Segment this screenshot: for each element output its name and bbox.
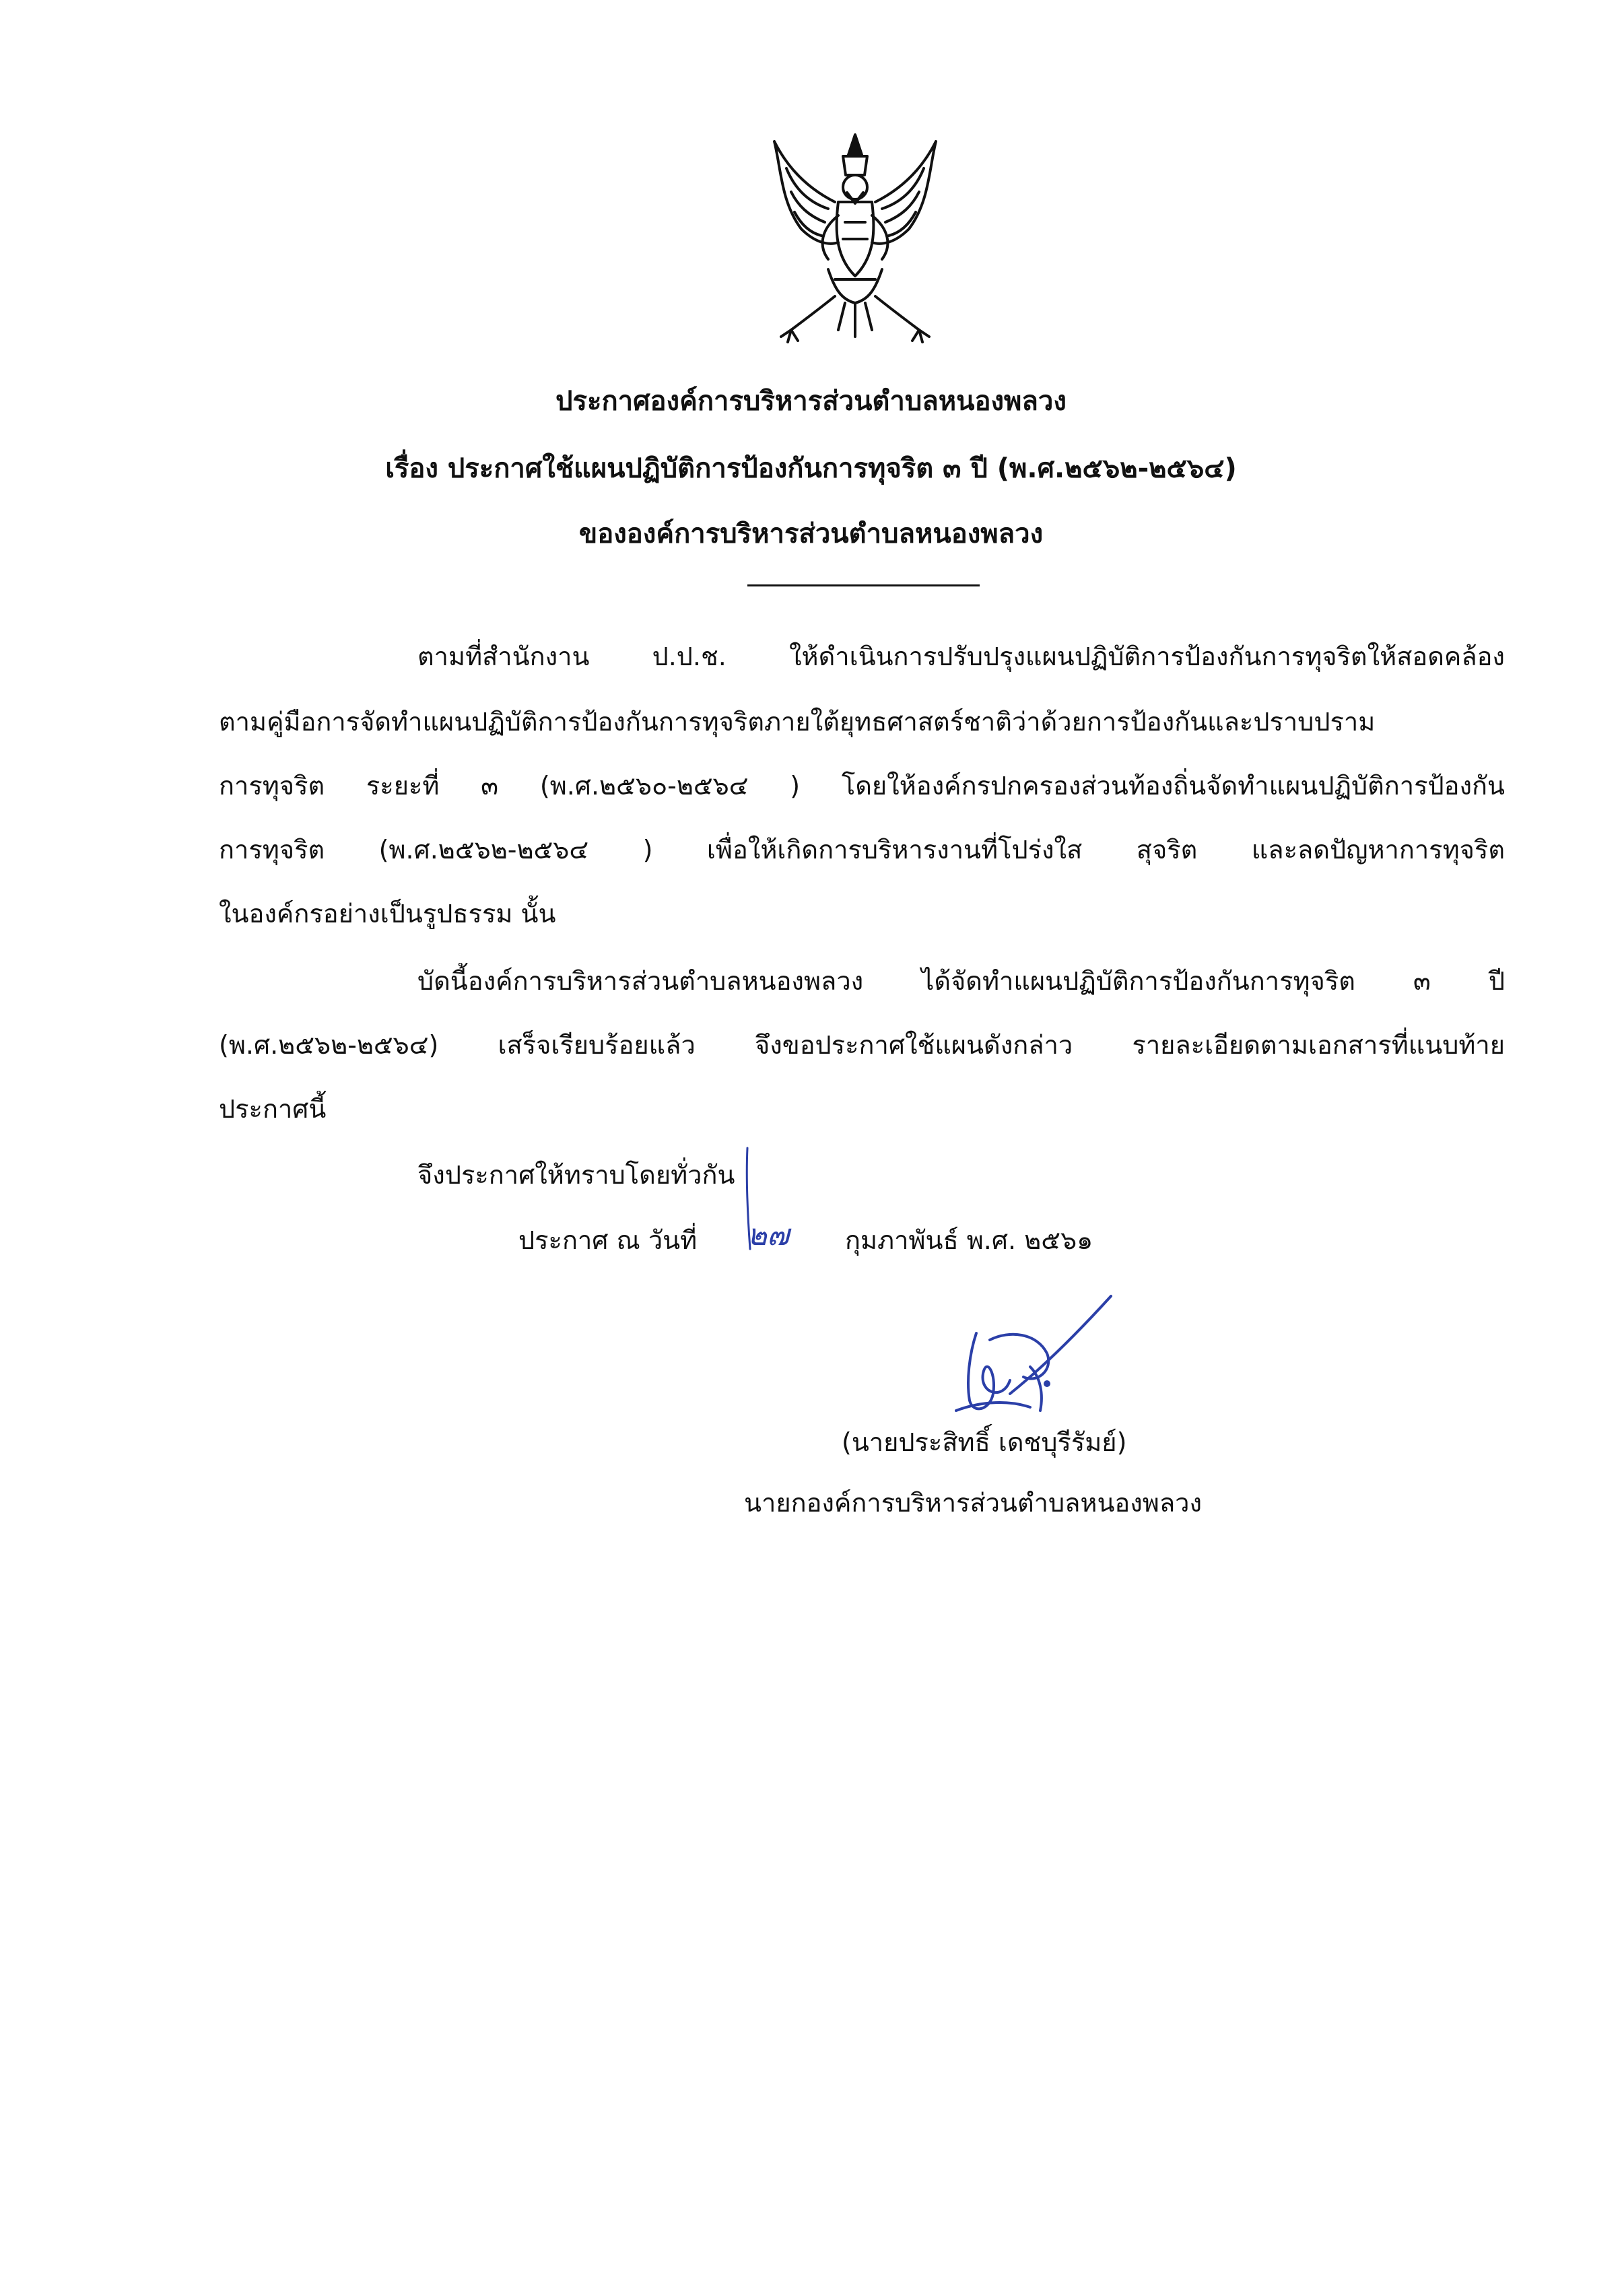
paragraph-1-line-4: การทุจริต (พ.ศ.๒๕๖๒-๒๕๖๔ ) เพื่อให้เกิดการบริหารงานที่โปร่งใส สุจริต และลดปัญหาการทุจริต xyxy=(219,835,1505,865)
document-title-line-3: ขององค์การบริหารส่วนตำบลหนองพลวง xyxy=(578,518,1044,549)
signatory-name: (นายประสิทธิ์ เดชบุรีรัมย์) xyxy=(842,1427,1127,1457)
date-line-month-year: กุมภาพันธ์ พ.ศ. ๒๕๖๑ xyxy=(845,1225,1093,1255)
paragraph-2-line-2: (พ.ศ.๒๕๖๒-๒๕๖๔) เสร็จเรียบร้อยแล้ว จึงขอประกาศใช้แผนดังกล่าว รายละเอียดตามเอกสารที่แนบท้าย xyxy=(219,1030,1505,1060)
signatory-position: นายกองค์การบริหารส่วนตำบลหนองพลวง xyxy=(744,1488,1203,1518)
paragraph-1-line-2: ตามคู่มือการจัดทำแผนปฏิบัติการป้องกันการทุจริตภายใต้ยุทธศาสตร์ชาติว่าด้วยการป้องกันและปราบปราม xyxy=(219,707,1376,737)
garuda-emblem-icon xyxy=(754,128,956,350)
document-title-line-2: เรื่อง ประกาศใช้แผนปฏิบัติการป้องกันการทุจริต ๓ ปี (พ.ศ.๒๕๖๒-๒๕๖๔) xyxy=(385,453,1237,484)
title-underline-divider xyxy=(747,584,980,586)
date-line-prefix: ประกาศ ณ วันที่ xyxy=(518,1225,698,1255)
paragraph-1-line-3: การทุจริต ระยะที่ ๓ (พ.ศ.๒๕๖๐-๒๕๖๔ ) โดยให้องค์กรปกครองส่วนท้องถิ่นจัดทำแผนปฏิบัติการป้องกัน xyxy=(219,771,1505,801)
date-day-handwritten: ๒๗ xyxy=(747,1218,790,1252)
paragraph-1-line-5: ในองค์กรอย่างเป็นรูปธรรม นั้น xyxy=(219,899,556,928)
paragraph-1-line-1: ตามที่สำนักงาน ป.ป.ช. ให้ดำเนินการปรับปรุงแผนปฏิบัติการป้องกันการทุจริตให้สอดคล้อง xyxy=(417,642,1505,671)
closing-statement: จึงประกาศให้ทราบโดยทั่วกัน xyxy=(417,1160,735,1190)
document-title-line-1: ประกาศองค์การบริหารส่วนตำบลหนองพลวง xyxy=(555,386,1067,417)
paragraph-2-line-3: ประกาศนี้ xyxy=(219,1094,327,1124)
paragraph-2-line-1: บัดนี้องค์การบริหารส่วนตำบลหนองพลวง ได้จัดทำแผนปฏิบัติการป้องกันการทุจริต ๓ ปี xyxy=(417,966,1505,996)
